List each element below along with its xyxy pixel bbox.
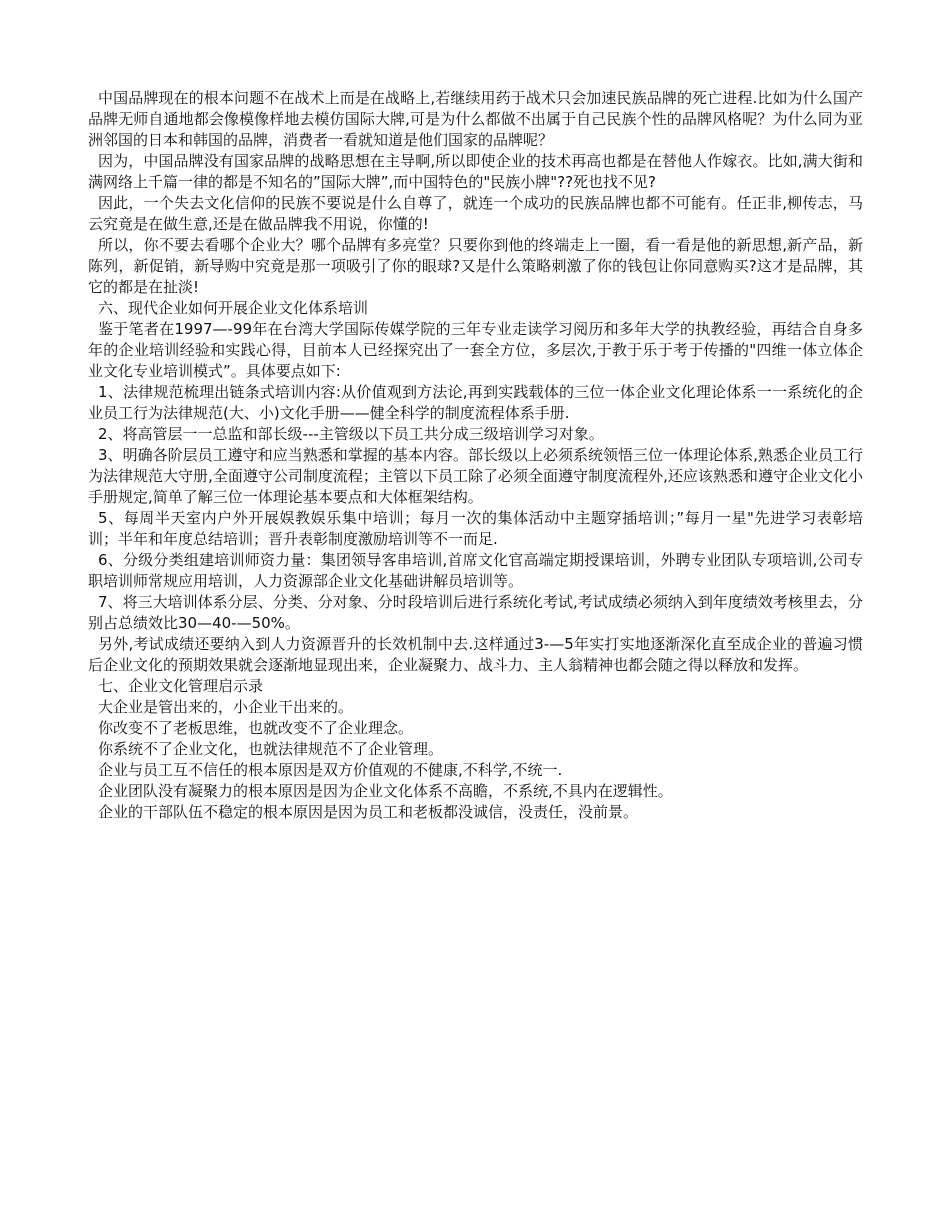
list-item: 企业与员工互不信任的根本原因是双方价值观的不健康,不科学,不统一.: [98, 761, 563, 779]
paragraph: 3、明确各阶层员工遵守和应当熟悉和掌握的基本内容。部长级以上必须系统领悟三位一体理论体系,熟悉企业员工行为法律规范大守册,全面遵守公司制度流程；主管以下员工除了必须全面遵守制度流程外,还应该熟悉和遵守企业文化小手册规定,简单了解三位一体理论基本要点和大体框架结构。: [88, 446, 863, 506]
paragraph: 所以，你不要去看哪个企业大？哪个品牌有多亮堂？只要你到他的终端走上一圈，看一看是他的新思想,新产品，新陈列，新促销，新导购中究竟是那一项吸引了你的眼球?又是什么策略刺激了你的钱包让你同意购买?这才是品牌，其它的都是在扯淡!: [88, 236, 863, 296]
list-item: 企业的干部队伍不稳定的根本原因是因为员工和老板都没诚信，没责任，没前景。: [98, 803, 639, 821]
document-body: [88, 88, 863, 823]
paragraph: 2、将高管层一一总监和部长级---主管级以下员工共分成三级培训学习对象。: [98, 425, 604, 443]
list-item: 你系统不了企业文化，也就法律规范不了企业管理。: [98, 740, 444, 758]
paragraph: 1、法律规范梳理出链条式培训内容:从价值观到方法论,再到实践载体的三位一体企业文化理论体系一一系统化的企业员工行为法律规范(大、小)文化手册——健全科学的制度流程体系手册.: [88, 383, 863, 422]
paragraph: 6、分级分类组建培训师资力量：集团领导客串培训,首席文化官高端定期授课培训，外聘专业团队专项培训,公司专职培训师常规应用培训，人力资源部企业文化基础讲解员培训等。: [88, 551, 863, 590]
paragraph: 5、每周半天室内户外开展娱教娱乐集中培训；每月一次的集体活动中主题穿插培训；”每月一星"先进学习表彰培训；半年和年度总结培训；晋升表彰制度激励培训等不一而足.: [88, 509, 863, 548]
paragraph: 7、将三大培训体系分层、分类、分对象、分时段培训后进行系统化考试,考试成绩必须纳入到年度绩效考核里去，分别占总绩效比30—40-—50%。: [88, 593, 863, 632]
paragraph: 因此，一个失去文化信仰的民族不要说是什么自尊了，就连一个成功的民族品牌也都不可能有。任正非,柳传志，马云究竟是在做生意,还是在做品牌我不用说，你懂的!: [88, 194, 863, 233]
list-item: 大企业是管出来的，小企业干出来的。: [98, 698, 354, 716]
list-item: 企业团队没有凝聚力的根本原因是因为企业文化体系不高瞻，不系统,不具内在逻辑性。: [98, 782, 673, 800]
section-heading: 七、企业文化管理启示录: [98, 677, 264, 695]
paragraph: 中国品牌现在的根本问题不在战术上而是在战略上,若继续用药于战术只会加速民族品牌的死亡进程.比如为什么国产品牌无师自通地都会像模像样地去模仿国际大牌,可是为什么都做不出属于自己民族个性的品牌风格呢？为什么同为亚洲邻国的日本和韩国的品牌，消费者一看就知道是他们国家的品牌呢？: [88, 89, 863, 149]
list-item: 你改变不了老板思维，也就改变不了企业理念。: [98, 719, 414, 737]
paragraph: 因为，中国品牌没有国家品牌的战略思想在主导啊,所以即使企业的技术再高也都是在替他人作嫁衣。比如,满大街和满网络上千篇一律的都是不知名的”国际大牌”,而中国特色的"民族小牌"??死也找不见?: [88, 152, 863, 191]
section-heading: 六、现代企业如何开展企业文化体系培训: [98, 299, 369, 317]
paragraph: 另外,考试成绩还要纳入到人力资源晋升的长效机制中去.这样通过3-—5年实打实地逐渐深化直至成企业的普遍习惯后企业文化的预期效果就会逐渐地显现出来，企业凝聚力、战斗力、主人翁精神也都会随之得以释放和发挥。: [88, 635, 863, 674]
paragraph: 鉴于笔者在1997—-99年在台湾大学国际传媒学院的三年专业走读学习阅历和多年大学的执教经验，再结合自身多年的企业培训经验和实践心得，目前本人已经探究出了一套全方位，多层次,于教于乐于考于传播的"四维一体立体企业文化专业培训模式”。具体要点如下:: [88, 320, 863, 380]
